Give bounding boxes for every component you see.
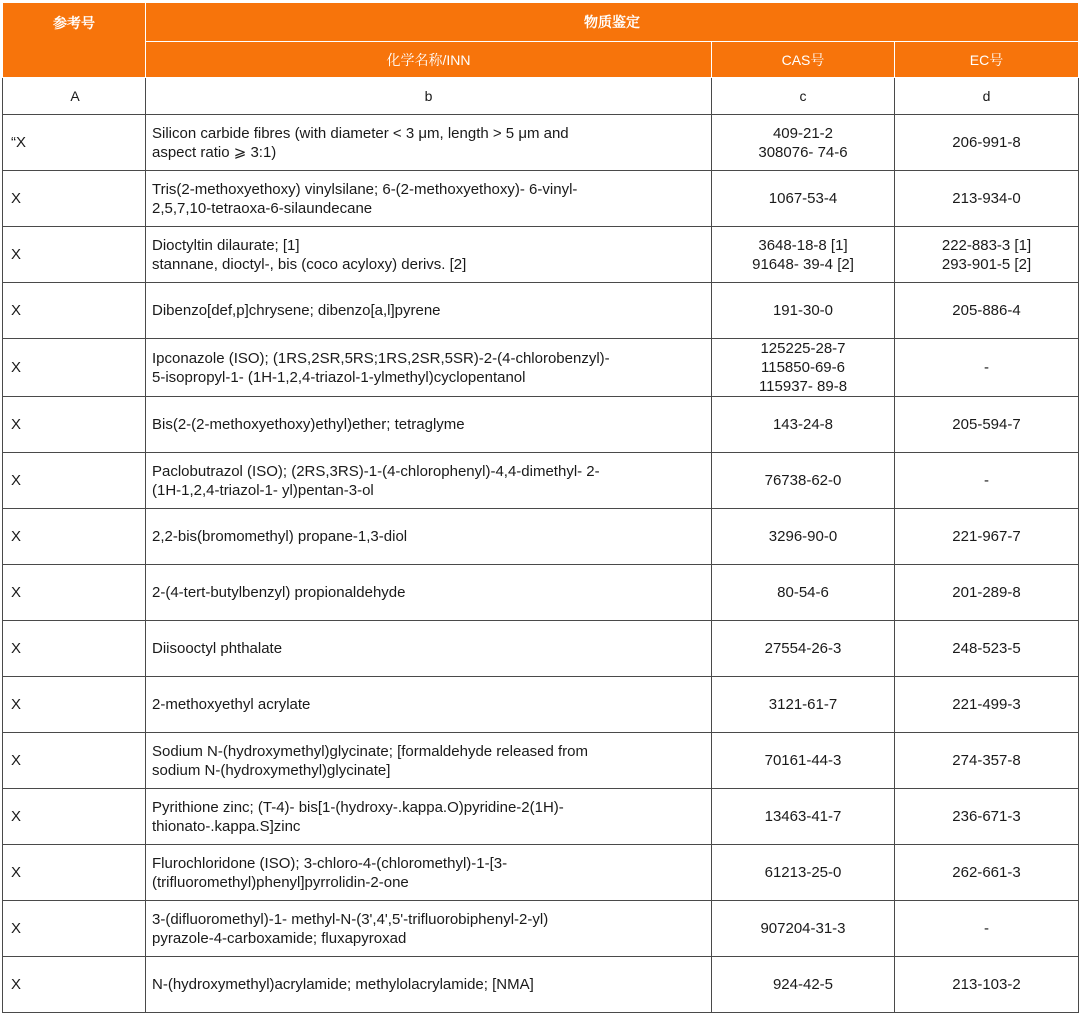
ec-line: 293-901-5 [2] — [941, 255, 1032, 273]
cas-line: 13463-41-7 — [764, 808, 842, 825]
name-cell — [146, 509, 712, 565]
name-cell — [146, 677, 712, 733]
ec-cell — [895, 283, 1079, 339]
table-row — [3, 453, 1079, 509]
ec-cell — [895, 171, 1079, 227]
table-row — [3, 397, 1079, 453]
substance-identification-header: 物质鉴定 — [146, 3, 1079, 42]
name-line: N-(hydroxymethyl)acrylamide; methylolacrylamide; [NMA] — [152, 976, 534, 993]
name-line: Paclobutrazol (ISO); (2RS,3RS)-1-(4-chlorophenyl)-4,4-dimethyl- 2- — [152, 462, 600, 480]
cas-line: 1067-53-4 — [768, 190, 838, 207]
table-row — [3, 115, 1079, 171]
ec-cell — [895, 957, 1079, 1013]
cas-cell — [712, 845, 895, 901]
cas-cell — [712, 901, 895, 957]
name-cell — [146, 957, 712, 1013]
ec-line: 221-499-3 — [952, 696, 1021, 713]
ref-cell: X — [3, 733, 146, 789]
ref-cell: X — [3, 901, 146, 957]
cas-cell — [712, 677, 895, 733]
name-cell — [146, 115, 712, 171]
cas-cell — [712, 115, 895, 171]
cas-line: 70161-44-3 — [764, 752, 842, 769]
ec-line: 274-357-8 — [952, 752, 1021, 769]
ec-cell — [895, 845, 1079, 901]
table-row — [3, 509, 1079, 565]
name-cell — [146, 283, 712, 339]
name-cell — [146, 733, 712, 789]
name-line: thionato-.kappa.S]zinc — [152, 817, 301, 835]
cas-cell — [712, 283, 895, 339]
cas-cell — [712, 227, 895, 283]
name-line: Sodium N-(hydroxymethyl)glycinate; [formaldehyde released from — [152, 742, 589, 760]
name-cell — [146, 565, 712, 621]
name-cell — [146, 901, 712, 957]
cas-line: 191-30-0 — [772, 302, 834, 319]
name-line: Pyrithione zinc; (T-4)- bis[1-(hydroxy-.kappa.O)pyridine-2(1H)- — [152, 798, 564, 816]
cas-line: 409-21-2 — [772, 124, 834, 142]
ec-cell — [895, 901, 1079, 957]
table-row — [3, 677, 1079, 733]
ref-cell: X — [3, 339, 146, 397]
ec-line: 201-289-8 — [952, 584, 1021, 601]
cas-line: 80-54-6 — [777, 584, 829, 601]
ref-cell: X — [3, 171, 146, 227]
table-row — [3, 339, 1079, 397]
table-row — [3, 171, 1079, 227]
name-cell — [146, 789, 712, 845]
table-row — [3, 283, 1079, 339]
name-line: 3-(difluoromethyl)-1- methyl-N-(3',4',5'-trifluorobiphenyl-2-yl) — [152, 910, 549, 928]
ec-cell — [895, 397, 1079, 453]
ref-cell: X — [3, 453, 146, 509]
name-line: 2-methoxyethyl acrylate — [152, 696, 311, 713]
cas-line: 3121-61-7 — [768, 696, 838, 713]
ref-cell: X — [3, 565, 146, 621]
ec-line: 205-886-4 — [952, 302, 1021, 319]
cas-cell — [712, 621, 895, 677]
chemical-name-header: 化学名称/INN — [146, 42, 712, 78]
ref-number-header: 参考号 — [3, 3, 146, 78]
cas-line: 115937- 89-8 — [758, 378, 848, 395]
ec-cell — [895, 677, 1079, 733]
ec-cell — [895, 621, 1079, 677]
cas-line: 924-42-5 — [772, 976, 834, 993]
table-row — [3, 901, 1079, 957]
ref-cell: X — [3, 789, 146, 845]
cas-cell — [712, 509, 895, 565]
table-body — [3, 78, 1079, 1013]
ref-cell: X — [3, 283, 146, 339]
ec-cell — [895, 453, 1079, 509]
table-row — [3, 733, 1079, 789]
table-row — [3, 845, 1079, 901]
name-line: (trifluoromethyl)phenyl]pyrrolidin-2-one — [152, 873, 409, 891]
ec-cell — [895, 115, 1079, 171]
name-line: (1H-1,2,4-triazol-1- yl)pentan-3-ol — [152, 481, 374, 499]
ref-cell: X — [3, 845, 146, 901]
cas-line: 115850-69-6 — [761, 359, 845, 376]
ec-cell — [895, 733, 1079, 789]
ec-line: - — [984, 920, 989, 937]
ec-cell — [895, 565, 1079, 621]
cas-line: 3296-90-0 — [768, 528, 838, 545]
cas-cell — [712, 565, 895, 621]
cas-line: 125225-28-7 — [760, 340, 846, 357]
cas-line: 76738-62-0 — [764, 472, 842, 489]
ref-cell: X — [3, 397, 146, 453]
cas-cell — [712, 453, 895, 509]
ref-cell: X — [3, 509, 146, 565]
cas-line: 907204-31-3 — [760, 920, 846, 937]
table-row — [3, 621, 1079, 677]
name-cell — [146, 453, 712, 509]
name-line: Ipconazole (ISO); (1RS,2SR,5RS;1RS,2SR,5SR)-2-(4-chlorobenzyl)- — [152, 349, 610, 367]
name-cell — [146, 227, 712, 283]
name-line: Silicon carbide fibres (with diameter < 3 μm, length > 5 μm and — [152, 124, 569, 142]
cas-cell — [712, 789, 895, 845]
name-cell — [146, 339, 712, 397]
name-line: Dioctyltin dilaurate; [1] — [152, 236, 300, 254]
name-line: 2-(4-tert-butylbenzyl) propionaldehyde — [152, 584, 406, 601]
name-line: Tris(2-methoxyethoxy) vinylsilane; 6-(2-methoxyethoxy)- 6-vinyl- — [152, 180, 578, 198]
name-line: stannane, dioctyl-, bis (coco acyloxy) derivs. [2] — [152, 255, 467, 273]
ec-line: 248-523-5 — [952, 640, 1021, 657]
ref-cell: X — [3, 957, 146, 1013]
column-letter-ref: A — [3, 78, 146, 115]
cas-cell — [712, 733, 895, 789]
name-cell — [146, 397, 712, 453]
name-line: 2,5,7,10-tetraoxa-6-silaundecane — [152, 199, 373, 217]
ec-line: 236-671-3 — [952, 808, 1021, 825]
table-row — [3, 789, 1079, 845]
cas-line: 308076- 74-6 — [758, 143, 848, 161]
name-line: Flurochloridone (ISO); 3-chloro-4-(chloromethyl)-1-[3- — [152, 854, 508, 872]
cas-line: 91648- 39-4 [2] — [752, 255, 854, 273]
column-letter-name: b — [146, 78, 712, 115]
ec-cell — [895, 509, 1079, 565]
name-line: aspect ratio ⩾ 3:1) — [152, 143, 277, 161]
ec-line: 205-594-7 — [952, 416, 1021, 433]
column-letter-cas: c — [712, 78, 895, 115]
cas-cell — [712, 339, 895, 397]
name-line: Dibenzo[def,p]chrysene; dibenzo[a,l]pyrene — [152, 302, 441, 319]
name-line: 5-isopropyl-1- (1H-1,2,4-triazol-1-ylmethyl)cyclopentanol — [152, 368, 526, 386]
cas-line: 27554-26-3 — [764, 640, 842, 657]
ec-line: - — [984, 472, 989, 489]
ec-line: 213-103-2 — [952, 976, 1021, 993]
column-letter-row — [3, 78, 1079, 115]
cas-line: 61213-25-0 — [764, 864, 842, 881]
table-row — [3, 227, 1079, 283]
name-cell — [146, 171, 712, 227]
name-cell — [146, 621, 712, 677]
cas-line: 143-24-8 — [772, 416, 834, 433]
cas-cell — [712, 957, 895, 1013]
table-row — [3, 565, 1079, 621]
ec-cell — [895, 227, 1079, 283]
cas-number-header: CAS号 — [712, 42, 895, 78]
ec-cell — [895, 789, 1079, 845]
ec-line: 206-991-8 — [952, 134, 1021, 151]
ref-cell: X — [3, 621, 146, 677]
ref-cell: X — [3, 227, 146, 283]
table-header — [3, 3, 1079, 78]
ec-line: 222-883-3 [1] — [941, 236, 1032, 254]
ec-line: - — [984, 359, 989, 376]
name-line: pyrazole-4-carboxamide; fluxapyroxad — [152, 929, 407, 947]
ec-cell — [895, 339, 1079, 397]
ec-line: 213-934-0 — [952, 190, 1021, 207]
ec-line: 221-967-7 — [952, 528, 1021, 545]
cas-cell — [712, 397, 895, 453]
cas-cell — [712, 171, 895, 227]
name-line: Bis(2-(2-methoxyethoxy)ethyl)ether; tetraglyme — [152, 416, 465, 433]
ref-cell: X — [3, 677, 146, 733]
ec-number-header: EC号 — [895, 42, 1079, 78]
ref-cell: “X — [3, 115, 146, 171]
column-letter-ec: d — [895, 78, 1079, 115]
substance-table — [2, 2, 1079, 1013]
ec-line: 262-661-3 — [952, 864, 1021, 881]
name-line: Diisooctyl phthalate — [152, 640, 283, 657]
name-line: sodium N-(hydroxymethyl)glycinate] — [152, 761, 391, 779]
name-cell — [146, 845, 712, 901]
table-row — [3, 957, 1079, 1013]
name-line: 2,2-bis(bromomethyl) propane-1,3-diol — [152, 528, 408, 545]
cas-line: 3648-18-8 [1] — [758, 236, 848, 254]
